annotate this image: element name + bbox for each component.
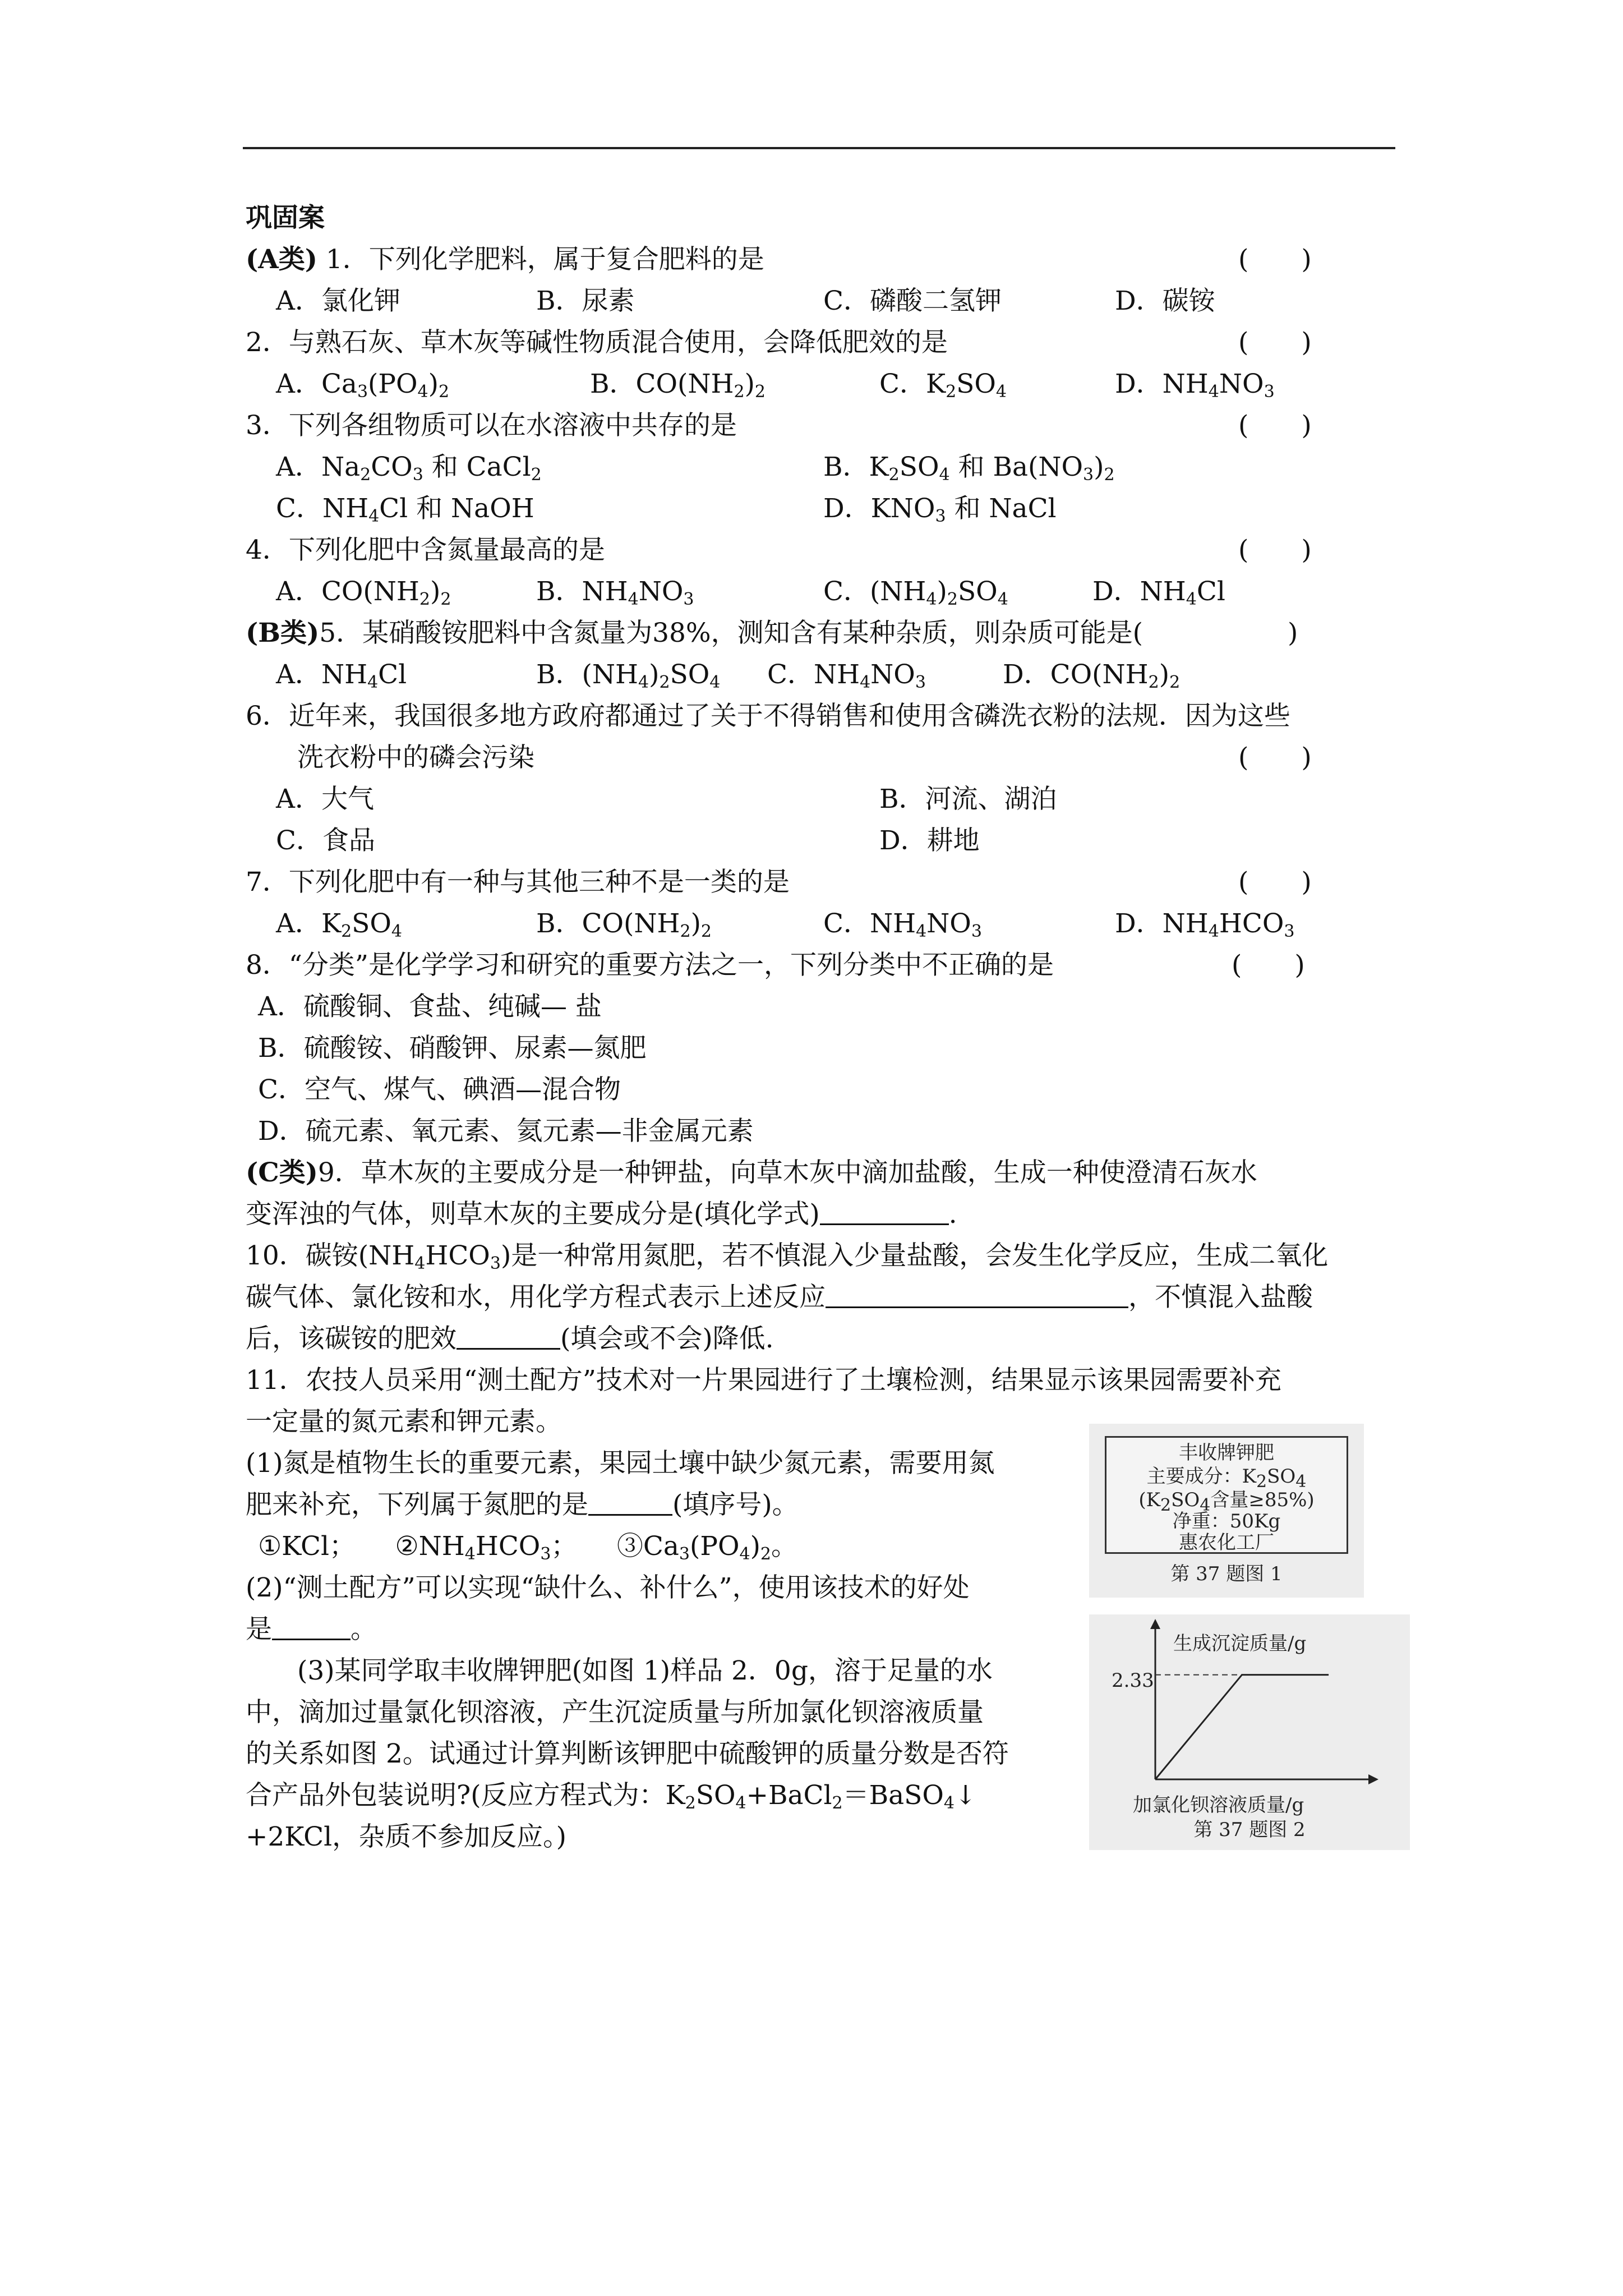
q6-option-c: C．食品 [276,825,375,856]
precipitate-mass-line [1155,1675,1329,1779]
question-11-line1: 11．农技人员采用“测土配方”技术对一片果园进行了土壤检测，结果显示该果园需要补充 [246,1365,1281,1396]
q7-option-c: C．$NH_4NO_3$ [823,908,982,941]
q7-option-d: D．$NH_4HCO_3$ [1115,908,1295,941]
q3-option-a: A．$Na_2CO_3$ 和 CaCl$_2$ [276,452,542,485]
label-manufacturer: 惠农化工厂 [1179,1531,1274,1554]
q3-option-c: C．$NH_4Cl$ 和 NaOH [276,493,534,526]
q4-option-a: A．$CO(NH_2)_2$ [276,576,451,609]
figure-2-caption: 第 37 题图 2 [1193,1819,1306,1841]
q1-option-d: D．碳铵 [1115,286,1215,316]
category-c-tag: (C类) [246,1157,318,1188]
label-title: 丰收牌钾肥 [1179,1442,1274,1464]
answer-paren-6: ( ) [1238,742,1312,773]
top-rule [243,147,1395,149]
q5-option-c: C．$NH_4NO_3$ [767,659,926,692]
answer-paren-7: ( ) [1238,867,1312,898]
q11-part1-blank[interactable] [588,1489,672,1516]
label-main-ingredient: 主要成分：$K_2SO_4$ [1146,1465,1307,1492]
q5-option-a: A．$NH_4Cl$ [276,659,407,692]
question-9-line2: 变浑浊的气体，则草木灰的主要成分是(填化学式) . [246,1199,957,1230]
q1-option-c: C．磷酸二氢钾 [823,286,1002,316]
label-net-weight: 净重：50Kg [1172,1510,1281,1533]
q10-effect-blank[interactable] [457,1323,560,1350]
question-10-line1: 10．碳铵$(NH_4HCO_3)$是一种常用氮肥，若不慎混入少量盐酸，会发生化学反应，生成二氧化 [246,1240,1329,1273]
question-8-stem: 8．“分类”是化学学习和研究的重要方法之一，下列分类中不正确的是 [246,950,1054,981]
q11-part1-line1: (1)氮是植物生长的重要元素，果园土壤中缺少氮元素，需要用氮 [246,1448,995,1479]
q11-part2-line1: (2)“测土配方”可以实现“缺什么、补什么”，使用该技术的好处 [246,1572,970,1603]
q4-option-d: D．$NH_4Cl$ [1092,576,1225,609]
chart-x-axis-label: 加氯化钡溶液质量/g [1133,1794,1304,1816]
q3-option-b: B．$K_2SO_4$ 和 $Ba(NO_3)_2$ [823,452,1115,485]
q11-part1-line2: 肥来补充，下列属于氮肥的是 (填序号)。 [246,1489,799,1520]
q8-option-b: B．硫酸铵、硝酸钾、尿素—氮肥 [258,1033,647,1064]
q9-answer-blank[interactable] [820,1199,949,1225]
category-b-tag: (B类) [246,618,320,648]
q11-part3-line4: 合产品外包装说明?(反应方程式为：$K_2SO_4+BaCl_2=BaSO_4↓$ [246,1780,977,1813]
q11-part1-options: ①KCl； $②NH_4HCO_3$； $③Ca_3(PO_4)_2$。 [258,1531,798,1564]
q4-option-c: C．$(NH_4)_2SO_4$ [823,576,1008,609]
q1-option-b: B．尿素 [536,286,635,316]
q6-option-b: B．河流、湖泊 [879,784,1057,815]
q1-option-a: A．氯化钾 [276,286,400,316]
q11-part3-line2: 中，滴加过量氯化钡溶液，产生沉淀质量与所加氯化钡溶液质量 [246,1697,984,1728]
answer-paren-1: ( ) [1238,244,1312,275]
question-7-stem: 7．下列化肥中有一种与其他三种不是一类的是 [246,867,790,898]
question-4-stem: 4．下列化肥中含氮量最高的是 [246,535,605,565]
question-1 [246,243,764,277]
category-a-tag: (A类) [246,244,317,275]
question-6-stem-line2: 洗衣粉中的磷会污染 [297,742,534,773]
q11-part3-line5: +2KCl，杂质不参加反应。) [246,1821,566,1852]
q2-option-d: D．$NH_4NO_3$ [1115,369,1275,402]
question-11-line2: 一定量的氮元素和钾元素。 [246,1406,562,1437]
question-10-line2: 碳气体、氯化铵和水，用化学方程式表示上述反应 ，不慎混入盐酸 [246,1282,1313,1313]
answer-paren-5: ) [1288,618,1298,648]
chart-y-tick-label: 2.33 [1112,1669,1154,1692]
q7-option-a: A．$K_2SO_4$ [276,908,402,941]
q6-option-a: A．大气 [276,784,374,815]
question-9-line1: (C类)9．草木灰的主要成分是一种钾盐，向草木灰中滴加盐酸，生成一种使澄清石灰水 [246,1157,1257,1188]
answer-paren-3: ( ) [1238,410,1312,441]
question-2-stem: 2．与熟石灰、草木灰等碱性物质混合使用，会降低肥效的是 [246,327,948,358]
question-5 [246,616,1143,650]
q5-option-b: B．$(NH_4)_2SO_4$ [536,659,721,692]
q2-option-c: C．$K_2SO_4$ [879,369,1007,402]
question-5-stem: 5．某硝酸铵肥料中含氮量为38%，测知含有某种杂质，则杂质可能是( [319,618,1143,648]
q11-part2-line2: 是 。 [246,1614,377,1645]
q10-equation-blank[interactable] [826,1282,1128,1308]
q8-option-c: C．空气、煤气、碘酒—混合物 [258,1074,621,1105]
figure-1-label-photo [1089,1424,1364,1598]
label-content: ($K_2SO_4$含量≥85%) [1138,1489,1315,1515]
answer-paren-2: ( ) [1238,327,1312,358]
q11-part3-line3: 的关系如图 2。试通过计算判断该钾肥中硫酸钾的质量分数是否符 [246,1738,1009,1769]
q2-option-b: B．$CO(NH_2)_2$ [590,369,766,402]
q2-option-a: A．$Ca_3(PO_4)_2$ [276,369,450,402]
q7-option-b: B．$CO(NH_2)_2$ [536,908,712,941]
q11-part3-line1: (3)某同学取丰收牌钾肥(如图 1)样品 2．0g，溶于足量的水 [297,1655,993,1686]
q3-option-d: D．$KNO_3$ 和 NaCl [823,493,1057,526]
figure-1-caption: 第 37 题图 1 [1170,1563,1283,1585]
y-axis-arrow [1150,1619,1160,1629]
question-6-stem-line1: 6．近年来，我国很多地方政府都通过了关于不得销售和使用含磷洗衣粉的法规．因为这些 [246,701,1290,731]
figure-2-chart-photo [1089,1614,1410,1850]
q6-option-d: D．耕地 [879,825,980,856]
q5-option-d: D．$CO(NH_2)_2$ [1003,659,1181,692]
question-10-line3: 后，该碳铵的肥效 (填会或不会)降低. [246,1323,774,1354]
answer-paren-8: ( ) [1232,950,1305,981]
question-3-stem: 3．下列各组物质可以在水溶液中共存的是 [246,410,737,441]
x-axis-arrow [1368,1774,1378,1784]
question-1-stem: 1．下列化学肥料，属于复合肥料的是 [325,244,764,275]
q8-option-d: D．硫元素、氧元素、氦元素—非金属元素 [258,1116,754,1147]
chart-y-axis-label: 生成沉淀质量/g [1173,1632,1307,1655]
q4-option-b: B．$NH_4NO_3$ [536,576,694,609]
q11-part2-blank[interactable] [272,1614,351,1640]
q8-option-a: A．硫酸铜、食盐、纯碱— 盐 [258,991,602,1022]
section-heading: 巩固案 [246,203,325,233]
answer-paren-4: ( ) [1238,535,1312,565]
